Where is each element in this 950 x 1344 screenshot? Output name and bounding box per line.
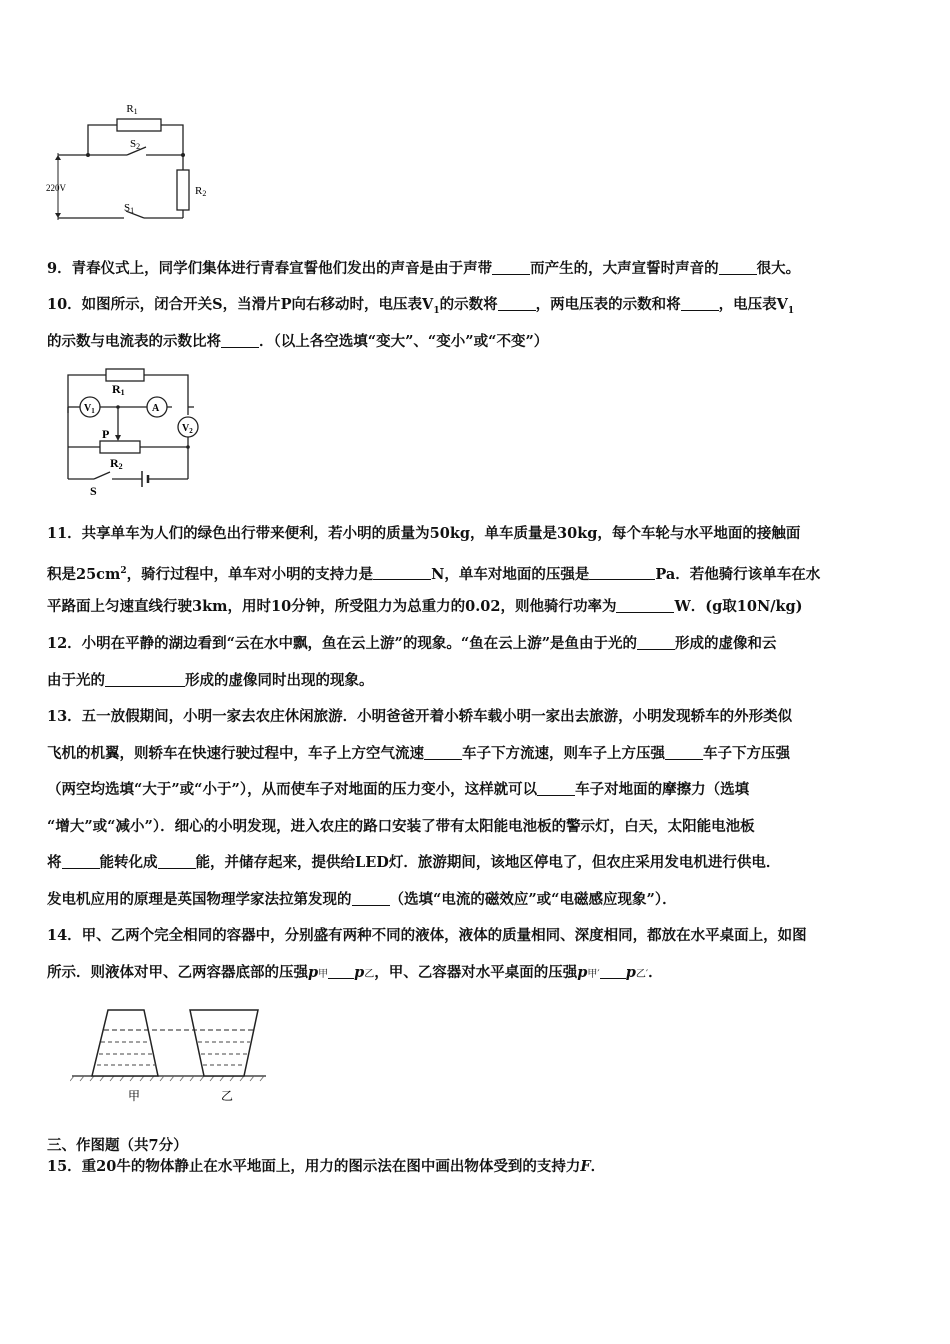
answer-blank[interactable] [589,563,655,580]
resistor-r2 [100,441,140,453]
resistor-r1 [106,369,144,381]
question-12: 12．小明在平静的湖边看到“云在水中飘，鱼在云上游”的现象。“鱼在云上游”是鱼由于光的 形成的虚像和云 由于光的 形成的虚像同时出现的现象。 [47,635,777,689]
resistor-r1 [117,119,161,131]
answer-blank[interactable] [352,889,390,906]
slider-p [115,435,121,441]
answer-blank[interactable] [373,563,431,580]
answer-blank[interactable] [62,852,100,869]
answer-blank[interactable] [498,294,536,311]
answer-blank[interactable] [424,743,462,760]
switch-s [94,472,110,479]
question-11: 11．共享单车为人们的绿色出行带来便利，若小明的质量为50kg，单车质量是30kg，每个车轮与水平地面的接触面 积是$25cm^2$，骑行过程中，单车对小明的支持力是 N，单车对地面的压强是 Pa．若他骑行该单车在水 平路面上匀速直线行驶3km，用时10分钟，所受阻力为总重力的0.02，则他骑行功率为 W．(g取10N/kg) [47,525,821,615]
label-yi: 乙 [220,1089,234,1103]
answer-blank[interactable] [537,779,575,796]
answer-blank[interactable] [492,258,530,275]
answer-blank[interactable] [158,852,196,869]
question-14: 14．甲、乙两个完全相同的容器中，分别盛有两种不同的液体，液体的质量相同、深度相同，都放在水平桌面上，如图 所示．则液体对甲、乙两容器底部的压强p甲 p乙，甲、乙容器对水平桌面的压强p甲′ p乙′． [47,927,807,981]
answer-blank[interactable] [665,743,703,760]
answer-blank[interactable] [637,633,675,650]
svg-text:S2: S2 [130,138,141,151]
circuit-diagram-2 [60,365,210,501]
answer-blank[interactable] [221,331,259,348]
voltage-label: 220V [46,183,66,193]
svg-text:R1: R1 [126,103,138,116]
answer-blank[interactable] [681,294,719,311]
answer-blank[interactable] [600,962,626,979]
label-jia: 甲 [127,1089,141,1103]
svg-text:V1: $V_1$ [84,403,95,415]
svg-text:V2: $V_2$ [182,423,193,435]
circuit-diagram-1 [44,98,216,228]
svg-text:P: P [102,427,110,441]
container-jia [92,1010,158,1076]
answer-blank[interactable] [616,596,674,613]
svg-text:A: A [152,403,160,414]
svg-text:S: S [90,484,97,498]
question-15: 15．重20牛的物体静止在水平地面上，用力的图示法在图中画出物体受到的支持力F． [47,1158,606,1175]
question-13: 13．五一放假期间，小明一家去农庄休闲旅游．小明爸爸开着小轿车载小明一家出去旅游，小明发现轿车的外形类似 飞机的机翼，则轿车在快速行驶过程中，车子上方空气流速 车子下方流速，则车子上方压强 车子下方压强 （两空均选填“大于”或“小于”），从而使车子对地面的压力变小，这样就可以 车子对地面的摩擦力（选填 “增大”或“减小”）．细心的小明发现，进入农庄的路口安装了带有太阳能电池板的警示灯，白天，太阳能电池板 将 能转化成 能，并储存起来，提供给LED灯．旅游期间，该地区停电了，但农庄采用发电机进行供电． 发电机应用的原理是英国物理学家法拉第发现的 （选填“电流的磁效应”或“电磁感应现象”）． [47,708,793,908]
answer-blank[interactable] [719,258,757,275]
resistor-r2 [177,170,189,210]
svg-text:S1: S1 [124,202,135,215]
answer-blank[interactable] [105,670,185,687]
answer-blank[interactable] [328,962,354,979]
question-9: 9．青春仪式上，同学们集体进行青春宣誓他们发出的声音是由于声带 而产生的，大声宣誓时声音的 很大。 [47,260,801,277]
container-yi [190,1010,258,1076]
svg-text:R1: R1 [112,382,125,397]
question-10: 10．如图所示，闭合开关S，当滑片P向右移动时，电压表$V_1$的示数将 ，两电压表的示数和将 ，电压表$V_1$ 的示数与电流表的示数比将 ．（以上各空选填“变大”、“变小”或“不变”） [47,296,795,350]
containers-diagram [70,1000,270,1108]
svg-text:R2: R2 [195,185,207,198]
svg-text:R2: R2 [110,456,123,471]
section-title: 三、作图题（共7分） [47,1137,188,1154]
